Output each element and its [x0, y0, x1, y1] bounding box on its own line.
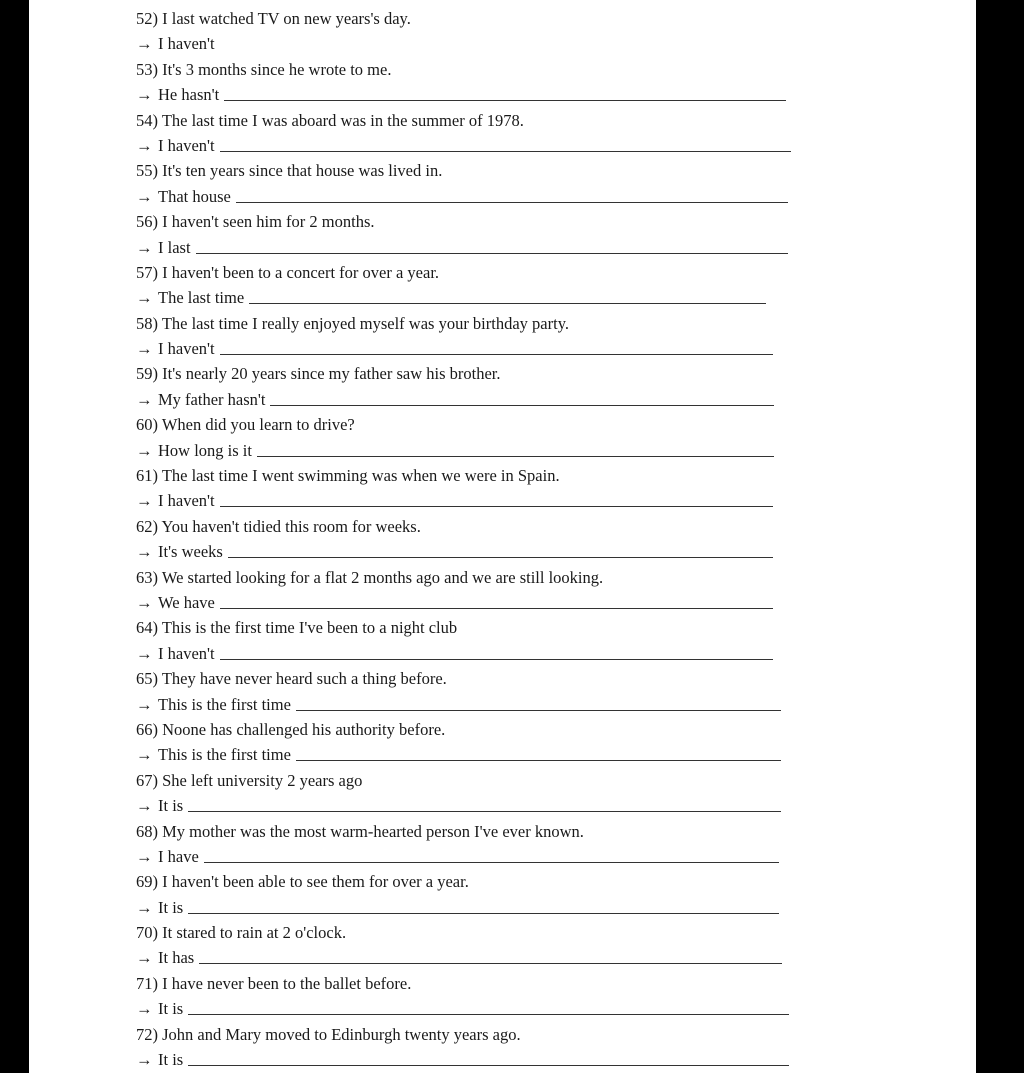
- answer-prompt: We have: [158, 592, 215, 612]
- question-text: 58) The last time I really enjoyed myself was your birthday party.: [136, 313, 570, 333]
- arrow-right-icon: →: [136, 897, 153, 917]
- arrow-right-icon: →: [136, 1050, 153, 1070]
- answer-line: [136, 235, 916, 260]
- question-text: 53) It's 3 months since he wrote to me.: [136, 59, 392, 79]
- answer-prompt: He hasn't: [158, 85, 220, 105]
- answer-blank[interactable]: [236, 202, 788, 203]
- arrow-right-icon: →: [136, 542, 153, 562]
- arrow-right-icon: →: [136, 339, 153, 359]
- question-text: 62) You haven't tidied this room for weeks.: [136, 516, 421, 536]
- answer-prompt: I haven't: [158, 491, 215, 511]
- answer-prompt: I last: [158, 237, 191, 257]
- answer-line: [136, 387, 916, 412]
- answer-prompt: I haven't: [158, 135, 215, 155]
- question-text: 59) It's nearly 20 years since my father saw his brother.: [136, 364, 501, 384]
- question-text: 57) I haven't been to a concert for over a year.: [136, 262, 440, 282]
- answer-prompt: This is the first time: [158, 694, 291, 714]
- arrow-right-icon: →: [136, 440, 153, 460]
- exercise-list: [136, 6, 916, 1072]
- answer-line: [136, 133, 916, 158]
- answer-blank[interactable]: [220, 506, 773, 507]
- arrow-right-icon: →: [136, 186, 153, 206]
- answer-blank[interactable]: [257, 456, 774, 457]
- question-text: 63) We started looking for a flat 2 months ago and we are still looking.: [136, 567, 604, 587]
- question-text: 69) I haven't been able to see them for over a year.: [136, 872, 469, 892]
- answer-prompt: I haven't: [158, 339, 215, 359]
- answer-line: [136, 641, 916, 666]
- answer-blank[interactable]: [296, 710, 781, 711]
- answer-blank[interactable]: [270, 405, 774, 406]
- answer-line: [136, 895, 916, 920]
- answer-prompt: It is: [158, 796, 184, 816]
- answer-prompt: The last time: [158, 288, 245, 308]
- answer-prompt: How long is it: [158, 440, 252, 460]
- answer-blank[interactable]: [224, 100, 786, 101]
- answer-line: [136, 996, 916, 1021]
- answer-blank[interactable]: [188, 913, 779, 914]
- answer-prompt: I haven't: [158, 643, 215, 663]
- answer-blank[interactable]: [196, 253, 788, 254]
- answer-line: [136, 793, 916, 818]
- answer-blank[interactable]: [220, 659, 773, 660]
- answer-blank[interactable]: [188, 1065, 789, 1066]
- answer-line: [136, 945, 916, 970]
- question-text: 52) I last watched TV on new years's day.: [136, 9, 411, 28]
- answer-blank[interactable]: [220, 151, 791, 152]
- arrow-right-icon: →: [136, 694, 153, 714]
- answer-blank[interactable]: [199, 963, 782, 964]
- answer-prompt: My father hasn't: [158, 389, 266, 409]
- arrow-right-icon: →: [136, 643, 153, 663]
- answer-blank[interactable]: [249, 303, 766, 304]
- answer-line: [136, 31, 916, 56]
- answer-blank[interactable]: [188, 1014, 789, 1015]
- answer-blank[interactable]: [188, 811, 781, 812]
- answer-blank[interactable]: [220, 608, 773, 609]
- answer-line: [136, 1047, 916, 1072]
- arrow-right-icon: →: [136, 745, 153, 765]
- answer-prompt: It's weeks: [158, 542, 223, 562]
- question-text: 68) My mother was the most warm-hearted person I've ever known.: [136, 821, 584, 841]
- arrow-right-icon: →: [136, 237, 153, 257]
- arrow-right-icon: →: [136, 948, 153, 968]
- answer-prompt: It is: [158, 1050, 184, 1070]
- answer-blank[interactable]: [220, 354, 773, 355]
- answer-line: [136, 285, 916, 310]
- answer-line: [136, 844, 916, 869]
- question-text: 65) They have never heard such a thing before.: [136, 669, 447, 689]
- question-text: 55) It's ten years since that house was lived in.: [136, 161, 443, 181]
- arrow-right-icon: →: [136, 389, 153, 409]
- arrow-right-icon: →: [136, 85, 153, 105]
- answer-line: [136, 184, 916, 209]
- arrow-right-icon: →: [136, 999, 153, 1019]
- answer-line: [136, 488, 916, 513]
- answer-line: [136, 336, 916, 361]
- arrow-right-icon: →: [136, 288, 153, 308]
- arrow-right-icon: →: [136, 592, 153, 612]
- answer-prompt: It is: [158, 999, 184, 1019]
- question-text: 64) This is the first time I've been to a night club: [136, 618, 458, 638]
- answer-prompt: I haven't: [158, 34, 215, 54]
- arrow-right-icon: →: [136, 846, 153, 866]
- arrow-right-icon: →: [136, 491, 153, 511]
- arrow-right-icon: →: [136, 796, 153, 816]
- question-text: 70) It stared to rain at 2 o'clock.: [136, 923, 347, 943]
- answer-line: [136, 539, 916, 564]
- question-text: 61) The last time I went swimming was when we were in Spain.: [136, 466, 560, 486]
- worksheet-page: [29, 0, 976, 1073]
- answer-line: [136, 590, 916, 615]
- arrow-right-icon: →: [136, 135, 153, 155]
- question-text: 71) I have never been to the ballet before.: [136, 973, 412, 993]
- question-text: 72) John and Mary moved to Edinburgh twenty years ago.: [136, 1024, 521, 1044]
- answer-line: [136, 82, 916, 107]
- answer-prompt: It is: [158, 897, 184, 917]
- answer-prompt: I have: [158, 846, 199, 866]
- answer-blank[interactable]: [204, 862, 779, 863]
- answer-prompt: This is the first time: [158, 745, 291, 765]
- answer-line: [136, 438, 916, 463]
- answer-blank[interactable]: [296, 760, 781, 761]
- question-text: 60) When did you learn to drive?: [136, 415, 355, 435]
- question-text: 54) The last time I was aboard was in the summer of 1978.: [136, 110, 524, 130]
- question-text: 66) Noone has challenged his authority before.: [136, 719, 446, 739]
- question-text: 56) I haven't seen him for 2 months.: [136, 212, 375, 232]
- answer-prompt: That house: [158, 186, 231, 206]
- answer-prompt: It has: [158, 948, 195, 968]
- answer-line: [136, 692, 916, 717]
- question-text: 67) She left university 2 years ago: [136, 770, 363, 790]
- answer-blank[interactable]: [228, 557, 773, 558]
- answer-line: [136, 742, 916, 767]
- arrow-right-icon: →: [136, 34, 153, 54]
